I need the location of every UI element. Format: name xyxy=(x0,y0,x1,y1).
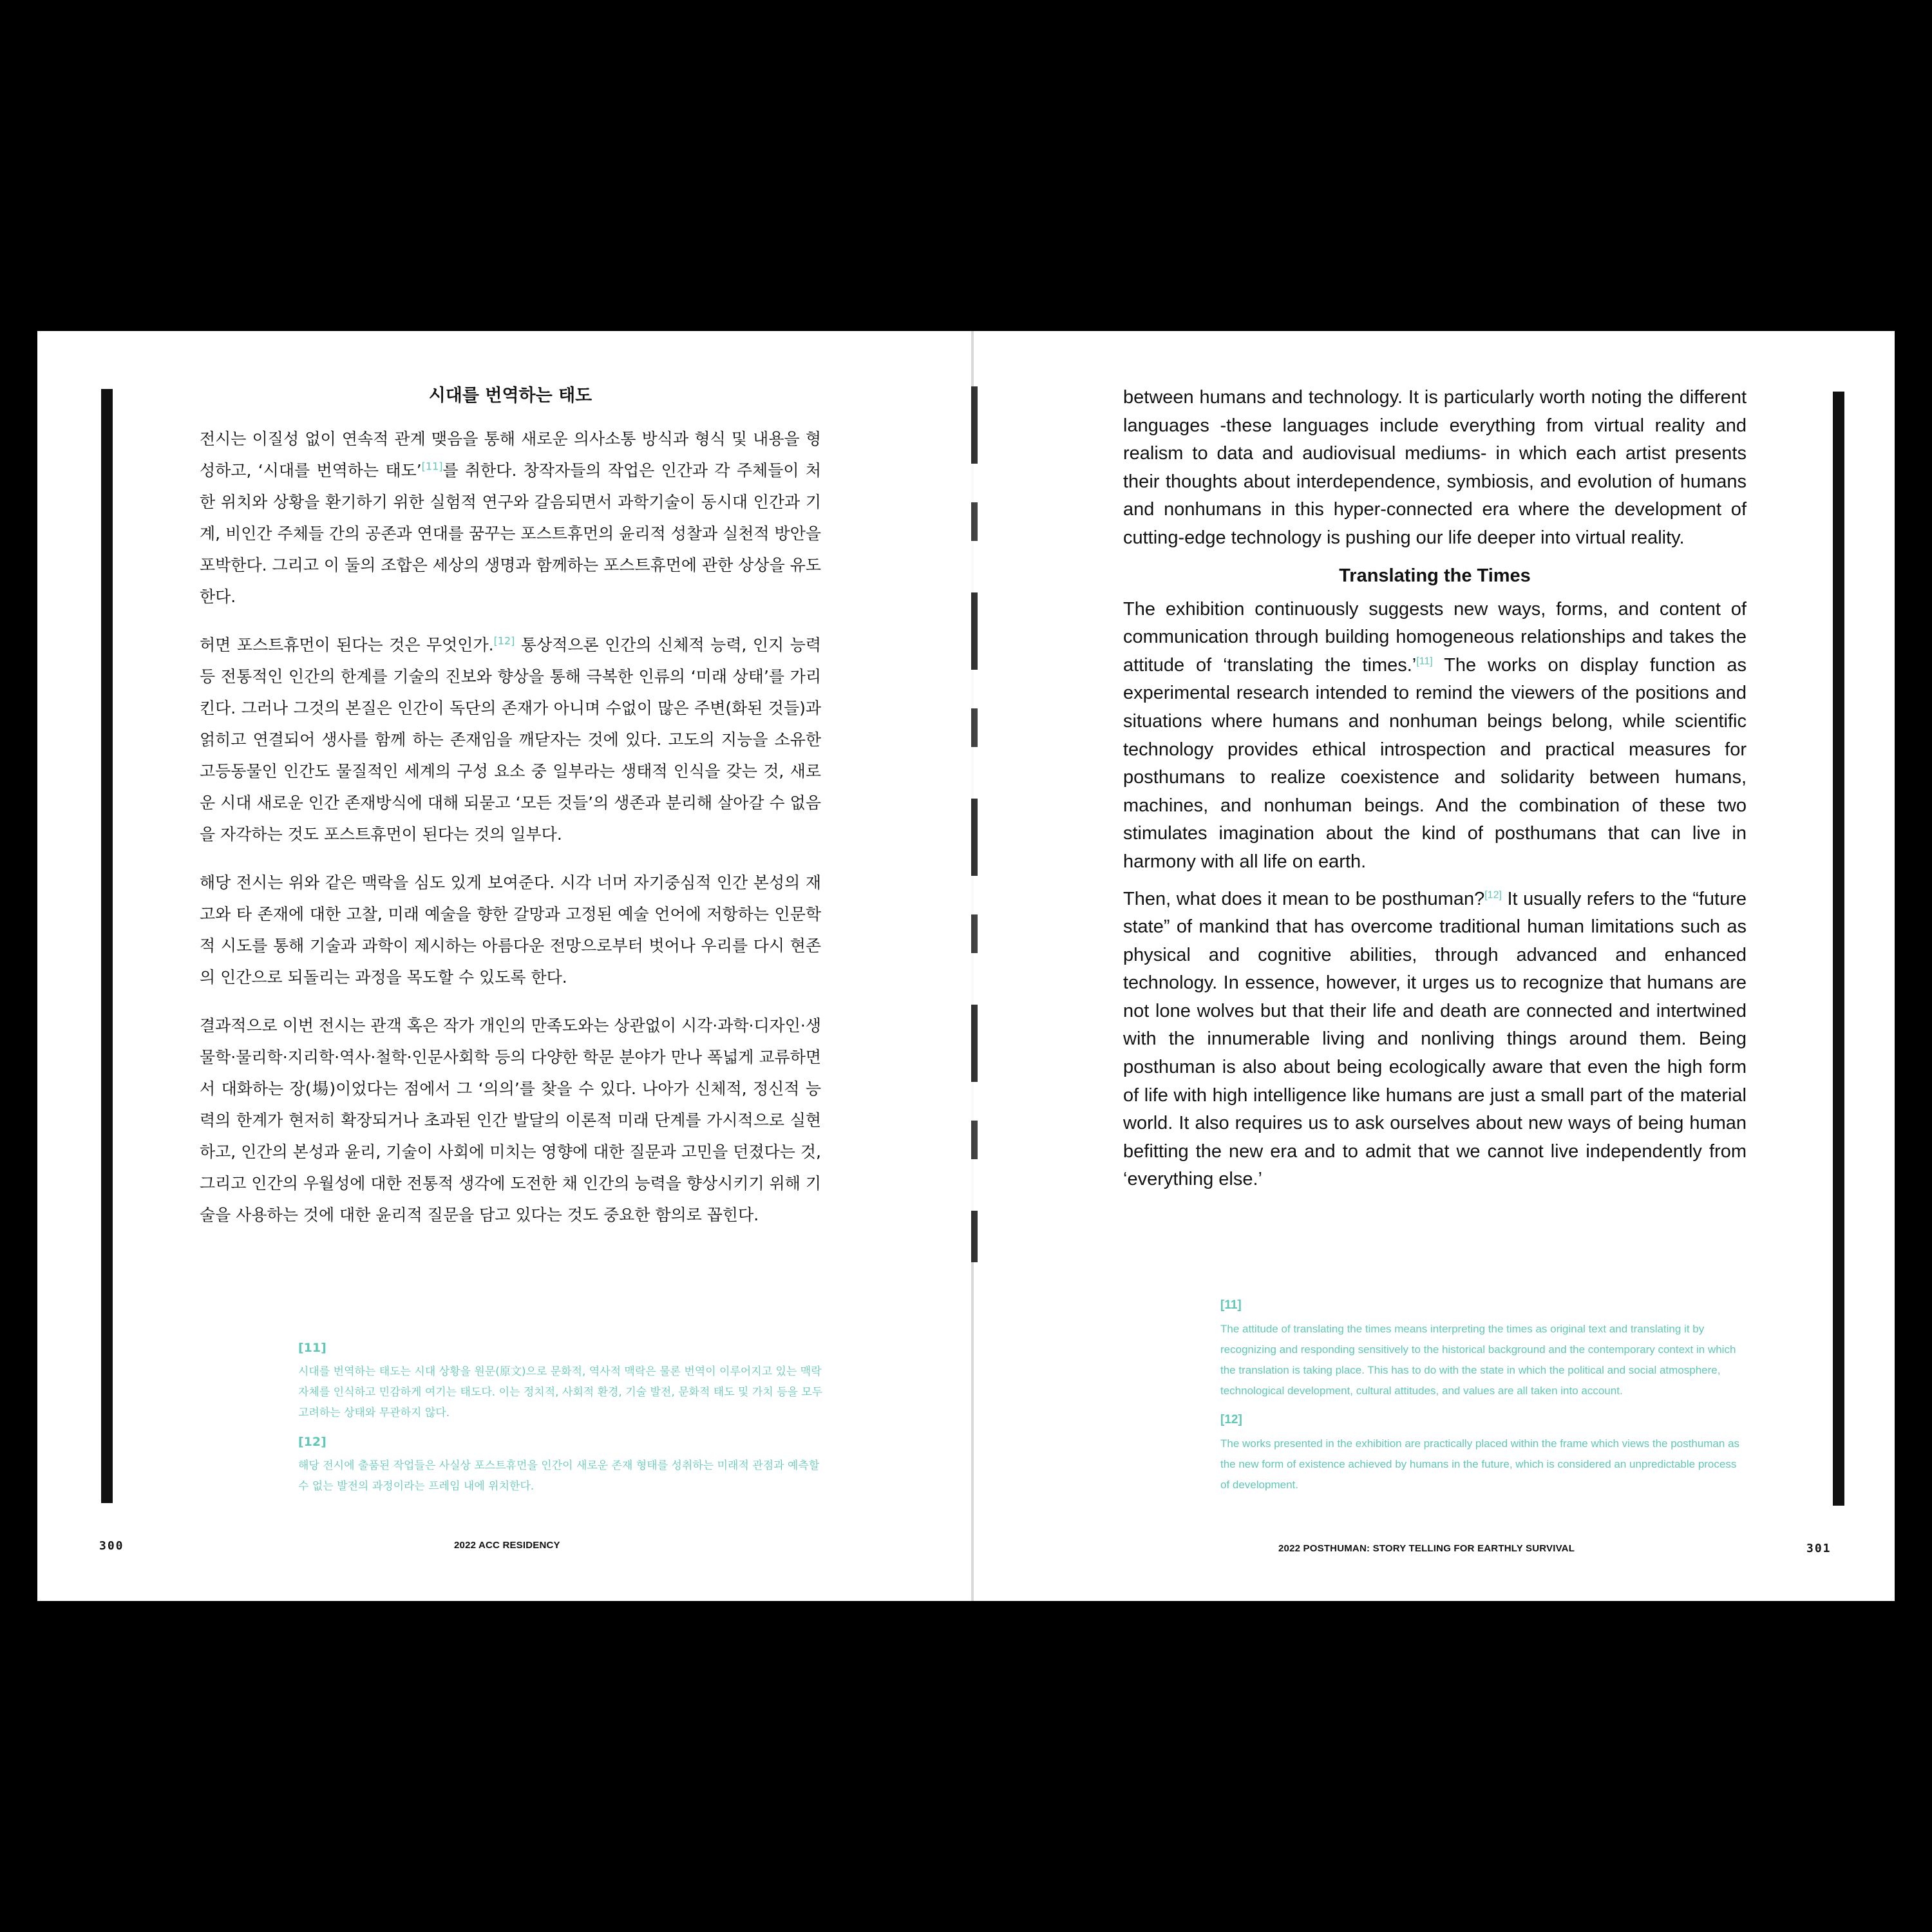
footnote-text-11-en: The attitude of translating the times means interpreting the times as original text and translating it by recognizing and responding sensitively to the historical background and the contemporary context in which the translation is taking place. This has to do with the state in which the political and social atmosphere, technological development, cultural attitudes, and values are all taken into account. xyxy=(1220,1323,1736,1397)
left-p1-text-a: 전시는 이질성 없이 연속적 관계 맺음을 통해 새로운 의사소통 방식과 형식 및 내용을 형성하고, ‘시대를 번역하는 태도’ xyxy=(200,430,821,480)
left-paragraph-2 xyxy=(200,629,821,850)
footnote-text-12-en: The works presented in the exhibition are practically placed within the frame which views the posthuman as the new form of existence achieved by humans in the future, which is considered an unpredictable process of development. xyxy=(1220,1437,1740,1491)
left-page-number: 300 xyxy=(99,1539,124,1553)
left-running-footer: 2022 ACC RESIDENCY xyxy=(454,1540,560,1551)
right-footnotes xyxy=(1220,1298,1748,1507)
footnote-number-11-en: [11] xyxy=(1220,1298,1242,1312)
gutter-image-bleed xyxy=(971,386,978,1262)
right-p1-text-b: The works on display function as experimental research intended to remind the viewers of the positions and situations where humans and nonhuman beings belong, while scientific technology provides ethical introspection and practical measures for posthumans to realize coexistence and solidarity between humans, machines, and nonhuman beings. And the combination of these two stimulates imagination about the kind of posthumans that can live in harmony with all life on earth. xyxy=(1123,654,1747,872)
footnote-ref-12[interactable]: [12] xyxy=(493,634,515,647)
right-paragraph-0: between humans and technology. It is particularly worth noting the different languages -these languages include everything from virtual reality and realism to data and audiovisual mediums- in which each artist presents their thoughts about interdependence, symbiosis, and evolution of humans and nonhumans in this hyper-connected era where the development of cutting-edge technology is pushing our life deeper into virtual reality. xyxy=(1123,387,1747,548)
left-p2-text-b: 통상적으론 인간의 신체적 능력, 인지 능력 등 전통적인 인간의 한계를 기술의 진보와 향상을 통해 극복한 인류의 ‘미래 상태’를 가리킨다. 그러나 그것의 본질은 인간이 독단의 존재가 아니며 수없이 많은 주변(화된 것들)과 얽히고 연결되어 생사를 함께 하는 존재임을 깨닫자는 것에 있다. 고도의 지능을 소유한 고등동물인 인간도 물질적인 세계의 구성 요소 중 일부라는 생태적 인식을 갖는 것, 새로운 시대 새로운 인간 존재방식에 대해 되묻고 ‘모든 것들’의 생존과 분리해 살아갈 수 없음을 자각하는 것도 포스트휴먼이 된다는 것의 일부다. xyxy=(200,636,821,844)
left-page-heading: 시대를 번역하는 태도 xyxy=(428,386,592,406)
right-running-footer: 2022 POSTHUMAN: STORY TELLING FOR EARTHLY SURVIVAL xyxy=(1278,1543,1575,1554)
right-p2-text-b: It usually refers to the “future state” of mankind that has overcome traditional human limitations such as physical and cognitive abilities, through advanced and enhanced technology. In essence, however, it urges us to recognize that humans are not lone wolves but that their life and death are connected and intertwined with the innumerable living and nonliving things around them. Being posthuman is also about being ecologically aware that even the high form of life with high intelligence like humans are just a small part of the material world. It also requires us to ask ourselves about new ways of being human befitting the new era and to admit that we cannot live independently from ‘everything else.’ xyxy=(1123,888,1747,1190)
footnote-text-12: 해당 전시에 출품된 작업들은 사실상 포스트휴먼을 인간이 새로운 존재 형태를 성취하는 미래적 관점과 예측할 수 없는 발전의 과정이라는 프레임 내에 위치한다. xyxy=(298,1459,820,1493)
right-p1-text-a: The exhibition continuously suggests new ways, forms, and content of communication through building homogeneous relationships and takes the attitude of ‘translating the times.’ xyxy=(1123,598,1747,676)
left-paragraph-4: 결과적으로 이번 전시는 관객 혹은 작가 개인의 만족도와는 상관없이 시각·과학·디자인·생물학·물리학·지리학·역사·철학·인문사회학 등의 다양한 학문 분야가 만나 폭넓게 교류하면서 대화하는 장(場)이었다는 점에서 그 ‘의의’를 찾을 수 있다. 나아가 신체적, 정신적 능력의 한계가 현저히 확장되거나 초과된 인간 발달의 이론적 미래 단계를 가시적으로 실현하고, 인간의 본성과 윤리, 기술이 사회에 미치는 영향에 대한 질문과 고민을 던졌다는 것, 그리고 인간의 우월성에 대한 전통적 생각에 도전한 채 인간의 능력을 향상시키기 위해 기술을 사용하는 것에 대한 윤리적 질문을 담고 있다는 것도 중요한 함의로 꼽힌다. xyxy=(200,1016,821,1224)
left-footnotes xyxy=(298,1341,826,1508)
footnote-number-11: [11] xyxy=(298,1341,327,1355)
right-paragraph-1 xyxy=(1123,596,1747,876)
right-page-side-bar xyxy=(1833,392,1844,1506)
left-p1-text-b: 를 취한다. 창작자들의 작업은 인간과 각 주체들이 처한 위치와 상황을 환기하기 위한 실험적 연구와 갈음되면서 과학기술이 동시대 인간과 기계, 비인간 주체들 간의 공존과 연대를 꿈꾸는 포스트휴먼의 윤리적 성찰과 실천적 방안을 포박한다. 그리고 이 둘의 조합은 세상의 생명과 함께하는 포스트휴먼에 관한 상상을 유도한다. xyxy=(200,461,821,606)
footnote-number-12: [12] xyxy=(298,1435,327,1449)
left-p2-text-a: 허면 포스트휴먼이 된다는 것은 무엇인가. xyxy=(200,636,494,654)
right-p2-text-a: Then, what does it mean to be posthuman? xyxy=(1123,888,1485,909)
footnote-ref-12-en[interactable]: [12] xyxy=(1484,889,1502,900)
right-paragraph-2 xyxy=(1123,886,1747,1195)
left-page-side-bar xyxy=(101,389,113,1503)
right-page-heading: Translating the Times xyxy=(1339,565,1531,586)
left-paragraph-3: 해당 전시는 위와 같은 맥락을 심도 있게 보여준다. 시각 너머 자기중심적 인간 본성의 재고와 타 존재에 대한 고찰, 미래 예술을 향한 갈망과 고정된 예술 언어에 저항하는 인문학적 시도를 통해 기술과 과학이 제시하는 아름다운 전망으로부터 벗어나 우리를 다시 현존의 인간으로 되돌리는 과정을 목도할 수 있도록 한다. xyxy=(200,873,821,987)
footnote-ref-11-en[interactable]: [11] xyxy=(1416,656,1433,667)
right-page-body xyxy=(1123,384,1747,1203)
footnote-text-11: 시대를 번역하는 태도는 시대 상황을 원문(原文)으로 문화적, 역사적 맥락은 물론 번역이 이루어지고 있는 맥락 자체를 인식하고 민감하게 여기는 태도다. 이는 정치적, 사회적 환경, 기술 발전, 문화적 태도 및 가치 등을 모두 고려하는 상태와 무관하지 않다. xyxy=(298,1365,823,1419)
left-page-body xyxy=(200,381,821,1247)
footnote-ref-11[interactable]: [11] xyxy=(421,460,443,473)
footnote-number-12-en: [12] xyxy=(1220,1413,1242,1426)
left-paragraph-1 xyxy=(200,423,821,612)
right-page-number: 301 xyxy=(1806,1542,1832,1555)
